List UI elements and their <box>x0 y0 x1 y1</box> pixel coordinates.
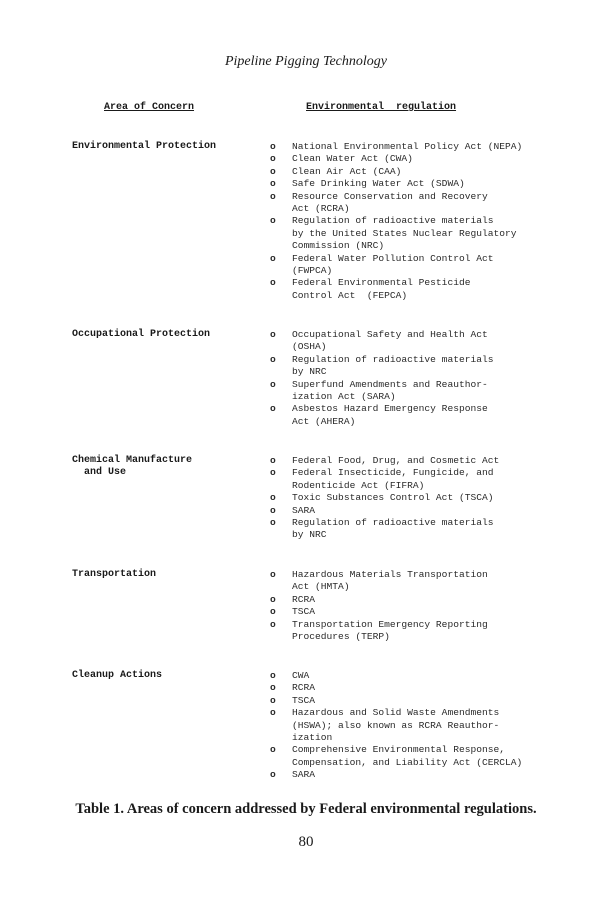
regulation-item <box>268 594 558 606</box>
area-label: Occupational Protection <box>72 329 211 340</box>
bullet-icon: o <box>270 353 276 365</box>
regulation-text: Transportation Emergency Reporting Procedures (TERP) <box>292 618 488 643</box>
bullet-icon: o <box>270 467 276 479</box>
bullet-icon: o <box>270 252 276 264</box>
regulation-item <box>268 403 558 428</box>
regulation-text: TSCA <box>292 694 316 706</box>
regulation-item <box>268 492 558 504</box>
bullet-icon: o <box>270 618 276 630</box>
regulation-text: RCRA <box>292 593 316 605</box>
regulation-text: Regulation of radioactive materials by NRC <box>292 517 494 541</box>
regulation-list <box>268 329 558 428</box>
regulation-item <box>268 354 558 379</box>
area-label: Chemical Manufacture and Use <box>72 455 193 479</box>
regulation-text: Hazardous Materials Transportation Act (HMTA) <box>292 569 488 593</box>
regulation-item <box>268 467 558 492</box>
regulation-text: SARA <box>292 769 316 781</box>
bullet-icon: o <box>270 403 276 415</box>
regulation-text: TSCA <box>292 606 316 618</box>
bullet-icon: o <box>270 455 276 466</box>
area-label: Environmental Protection <box>72 141 217 152</box>
regulation-list <box>268 670 558 782</box>
regulation-item <box>268 379 558 404</box>
bullet-icon: o <box>270 670 276 681</box>
regulation-text: Comprehensive Environmental Response, Compensation, and Liability Act (CERCLA) <box>292 744 523 768</box>
regulation-list <box>268 569 558 643</box>
bullet-icon: o <box>270 378 276 390</box>
regulation-text: Regulation of radioactive materials by NRC <box>292 353 494 378</box>
regulation-item <box>268 505 558 517</box>
regulation-text: Asbestos Hazard Emergency Response Act (AHERA) <box>292 403 488 427</box>
regulation-text: Clean Air Act (CAA) <box>292 165 402 177</box>
regulation-item <box>268 166 558 178</box>
bullet-icon: o <box>270 492 276 504</box>
regulation-list <box>268 141 558 302</box>
bullet-icon: o <box>270 682 276 694</box>
regulation-text: Federal Environmental Pesticide Control Act (FEPCA) <box>292 277 471 301</box>
regulation-text: Superfund Amendments and Reauthor- ization Act (SARA) <box>292 378 488 403</box>
regulation-text: Clean Water Act (CWA) <box>292 153 413 165</box>
bullet-icon: o <box>270 153 276 165</box>
regulation-text: CWA <box>292 670 310 681</box>
bullet-icon: o <box>270 277 276 289</box>
bullet-icon: o <box>270 694 276 706</box>
area-label: Cleanup Actions <box>72 670 163 681</box>
environmental-regulation-header: Environmental regulation <box>306 102 457 113</box>
regulation-text: Federal Insecticide, Fungicide, and Rodenticide Act (FIFRA) <box>292 467 494 491</box>
bullet-icon: o <box>270 165 276 177</box>
regulation-item <box>268 606 558 618</box>
bullet-icon: o <box>270 178 276 190</box>
regulation-list <box>268 455 558 542</box>
bullet-icon: o <box>270 517 276 529</box>
regulation-item <box>268 619 558 644</box>
regulation-item <box>268 277 558 302</box>
regulation-item <box>268 569 558 594</box>
bullet-icon: o <box>270 141 276 152</box>
regulation-text: Federal Water Pollution Control Act (FWPCA) <box>292 252 494 277</box>
bullet-icon: o <box>270 769 276 781</box>
regulation-text: Regulation of radioactive materials by the United States Nuclear Regulatory Commission (NRC) <box>292 215 517 252</box>
regulation-item <box>268 215 558 252</box>
bullet-icon: o <box>270 606 276 618</box>
running-head: Pipeline Pigging Technology <box>224 54 387 69</box>
regulation-text: Hazardous and Solid Waste Amendments (HSWA); also known as RCRA Reauthor- ization <box>292 707 500 744</box>
area-label: Transportation <box>72 569 157 580</box>
bullet-icon: o <box>270 593 276 605</box>
regulation-item <box>268 253 558 278</box>
page-number: 80 <box>298 834 314 850</box>
regulation-item <box>268 329 558 354</box>
bullet-icon: o <box>270 329 276 340</box>
regulation-item <box>268 191 558 216</box>
regulation-item <box>268 744 558 769</box>
regulation-text: Occupational Safety and Health Act (OSHA) <box>292 329 488 353</box>
bullet-icon: o <box>270 569 276 580</box>
regulation-item <box>268 153 558 165</box>
table-caption: Table 1. Areas of concern addressed by Federal environmental regulations. <box>75 801 537 817</box>
regulation-text: Federal Food, Drug, and Cosmetic Act <box>292 455 500 466</box>
bullet-icon: o <box>270 744 276 756</box>
regulation-text: SARA <box>292 504 316 516</box>
regulation-item <box>268 682 558 694</box>
regulation-item <box>268 517 558 542</box>
regulation-text: RCRA <box>292 682 316 694</box>
regulation-text: Safe Drinking Water Act (SDWA) <box>292 178 465 190</box>
bullet-icon: o <box>270 707 276 719</box>
regulation-text: Toxic Substances Control Act (TSCA) <box>292 492 494 504</box>
regulation-item <box>268 455 558 467</box>
regulation-item <box>268 707 558 744</box>
regulation-item <box>268 141 558 153</box>
area-of-concern-header: Area of Concern <box>104 102 195 113</box>
regulation-text: National Environmental Policy Act (NEPA) <box>292 141 523 152</box>
regulation-item <box>268 178 558 190</box>
bullet-icon: o <box>270 504 276 516</box>
regulation-item <box>268 670 558 682</box>
regulation-text: Resource Conservation and Recovery Act (RCRA) <box>292 190 488 215</box>
bullet-icon: o <box>270 190 276 202</box>
regulation-item <box>268 695 558 707</box>
regulation-item <box>268 769 558 781</box>
bullet-icon: o <box>270 215 276 227</box>
